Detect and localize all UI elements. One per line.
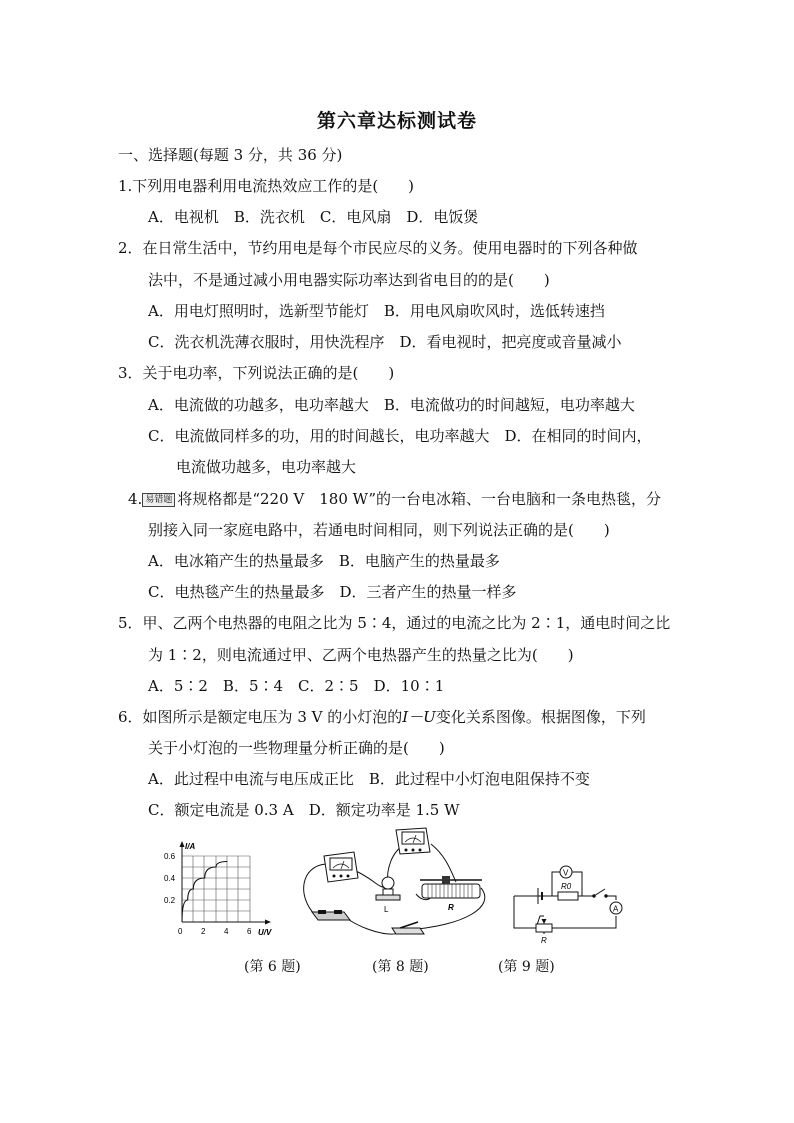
fig9-circuit <box>506 858 632 948</box>
q5-options: A．5∶2 B．5∶4 C．2∶5 D．10∶1 <box>148 677 445 695</box>
q2-options-ab: A．用电灯照明时，选新型节能灯 B．用电风扇吹风时，选低转速挡 <box>148 302 605 320</box>
q4-options-ab: A．电冰箱产生的热量最多 B．电脑产生的热量最多 <box>148 552 500 570</box>
lamp-icon <box>376 877 400 900</box>
rheostat-symbol-icon <box>536 924 552 932</box>
x-tick-6: 6 <box>247 927 252 936</box>
switch-symbol-icon <box>593 889 607 897</box>
iu-curve <box>182 862 227 923</box>
q4-options-cd: C．电热毯产生的热量最多 D．三者产生的热量一样多 <box>148 583 517 601</box>
q5-stem-line2: 为 1∶2，则电流通过甲、乙两个电热器产生的热量之比为( ) <box>148 646 574 664</box>
fig8-apparatus <box>296 826 496 944</box>
q3-options-ab: A．电流做的功越多，电功率越大 B．电流做功的时间越短，电功率越大 <box>148 396 635 414</box>
lamp-label: L <box>384 905 389 914</box>
voltmeter-icon <box>324 852 358 882</box>
fig9-caption: (第 9 题) <box>498 959 555 975</box>
q6-stem-line2: 关于小灯泡的一些物理量分析正确的是( ) <box>148 739 445 757</box>
x-tick-0: 0 <box>178 927 183 936</box>
ammeter-symbol-label: A <box>613 904 619 914</box>
wire <box>346 918 398 934</box>
x-tick-2: 2 <box>201 927 206 936</box>
rheostat-label: R <box>448 903 454 912</box>
q4-number: 4. <box>128 490 143 508</box>
q3-options-cd-line1: C．电流做同样多的功，用的时间越长，电功率越大 D．在相同的时间内， <box>148 427 652 445</box>
q6-stem-part-a: 6．如图所示是额定电压为 3 V 的小灯泡的 <box>118 708 403 726</box>
q6-stem-part-b: 变化关系图像。根据图像，下列 <box>435 708 646 726</box>
section-heading: 一、选择题(每题 3 分，共 36 分) <box>118 146 343 164</box>
q4-stem-line2: 别接入同一家庭电路中，若通电时间相同，则下列说法正确的是( ) <box>148 521 610 539</box>
x-axis-label: U/V <box>258 928 272 937</box>
y-axis-arrow-icon <box>180 841 185 847</box>
r-label: R <box>541 936 547 945</box>
wire <box>356 871 386 888</box>
voltmeter-symbol-label: V <box>563 868 569 878</box>
error-prone-badge: 易错题 <box>142 493 175 507</box>
x-axis-arrow-icon <box>265 920 271 925</box>
circuit-wire <box>514 896 536 928</box>
q2-stem-line2: 法中，不是通过减小用电器实际功率达到省电目的的是( ) <box>148 271 550 289</box>
fig8-caption: (第 8 题) <box>372 959 429 975</box>
q2-options-cd: C．洗衣机洗薄衣服时，用快洗程序 D．看电视时，把亮度或音量减小 <box>148 333 622 351</box>
y-tick-0.2: 0.2 <box>164 896 176 905</box>
y-tick-0.6: 0.6 <box>164 852 176 861</box>
q1-stem: 1.下列用电器利用电流热效应工作的是( ) <box>118 177 415 195</box>
q6-stem-line1 <box>118 707 646 727</box>
r0-resistor-icon <box>558 892 578 900</box>
wire <box>304 864 326 916</box>
q3-stem: 3．关于电功率，下列说法正确的是( ) <box>118 364 395 382</box>
q1-options: A．电视机 B．洗衣机 C．电风扇 D．电饭煲 <box>148 208 479 226</box>
slider-arrow-icon <box>542 919 547 924</box>
switch-icon <box>392 922 424 934</box>
q5-stem-line1: 5．甲、乙两个电热器的电阻之比为 5∶4，通过的电流之比为 2∶1，通电时间之比 <box>118 614 671 632</box>
y-axis-label: I/A <box>185 842 196 851</box>
ammeter-icon <box>396 828 430 854</box>
q6-iu-symbol: I－U <box>402 708 436 726</box>
r0-label: R0 <box>561 882 572 891</box>
q3-options-cd-line2: 电流做功越多，电功率越大 <box>176 458 357 476</box>
page-title: 第六章达标测试卷 <box>316 110 477 132</box>
rheostat-icon <box>420 876 482 898</box>
fig6-caption: (第 6 题) <box>244 959 301 975</box>
x-tick-4: 4 <box>224 927 229 936</box>
q4-stem-line1 <box>128 489 661 509</box>
circuit-wire <box>552 916 616 928</box>
y-tick-0.4: 0.4 <box>164 874 176 883</box>
fig6-iu-graph <box>160 836 280 948</box>
q6-options-cd: C．额定电流是 0.3 A D．额定功率是 1.5 W <box>148 801 460 819</box>
q2-stem-line1: 2．在日常生活中，节约用电是每个市民应尽的义务。使用电器时的下列各种做 <box>118 239 638 257</box>
q6-options-ab: A．此过程中电流与电压成正比 B．此过程中小灯泡电阻保持不变 <box>148 770 590 788</box>
q4-stem-text: 将规格都是“220 V 180 W”的一台电冰箱、一台电脑和一条电热毯，分 <box>177 490 661 508</box>
battery-icon <box>312 910 350 920</box>
